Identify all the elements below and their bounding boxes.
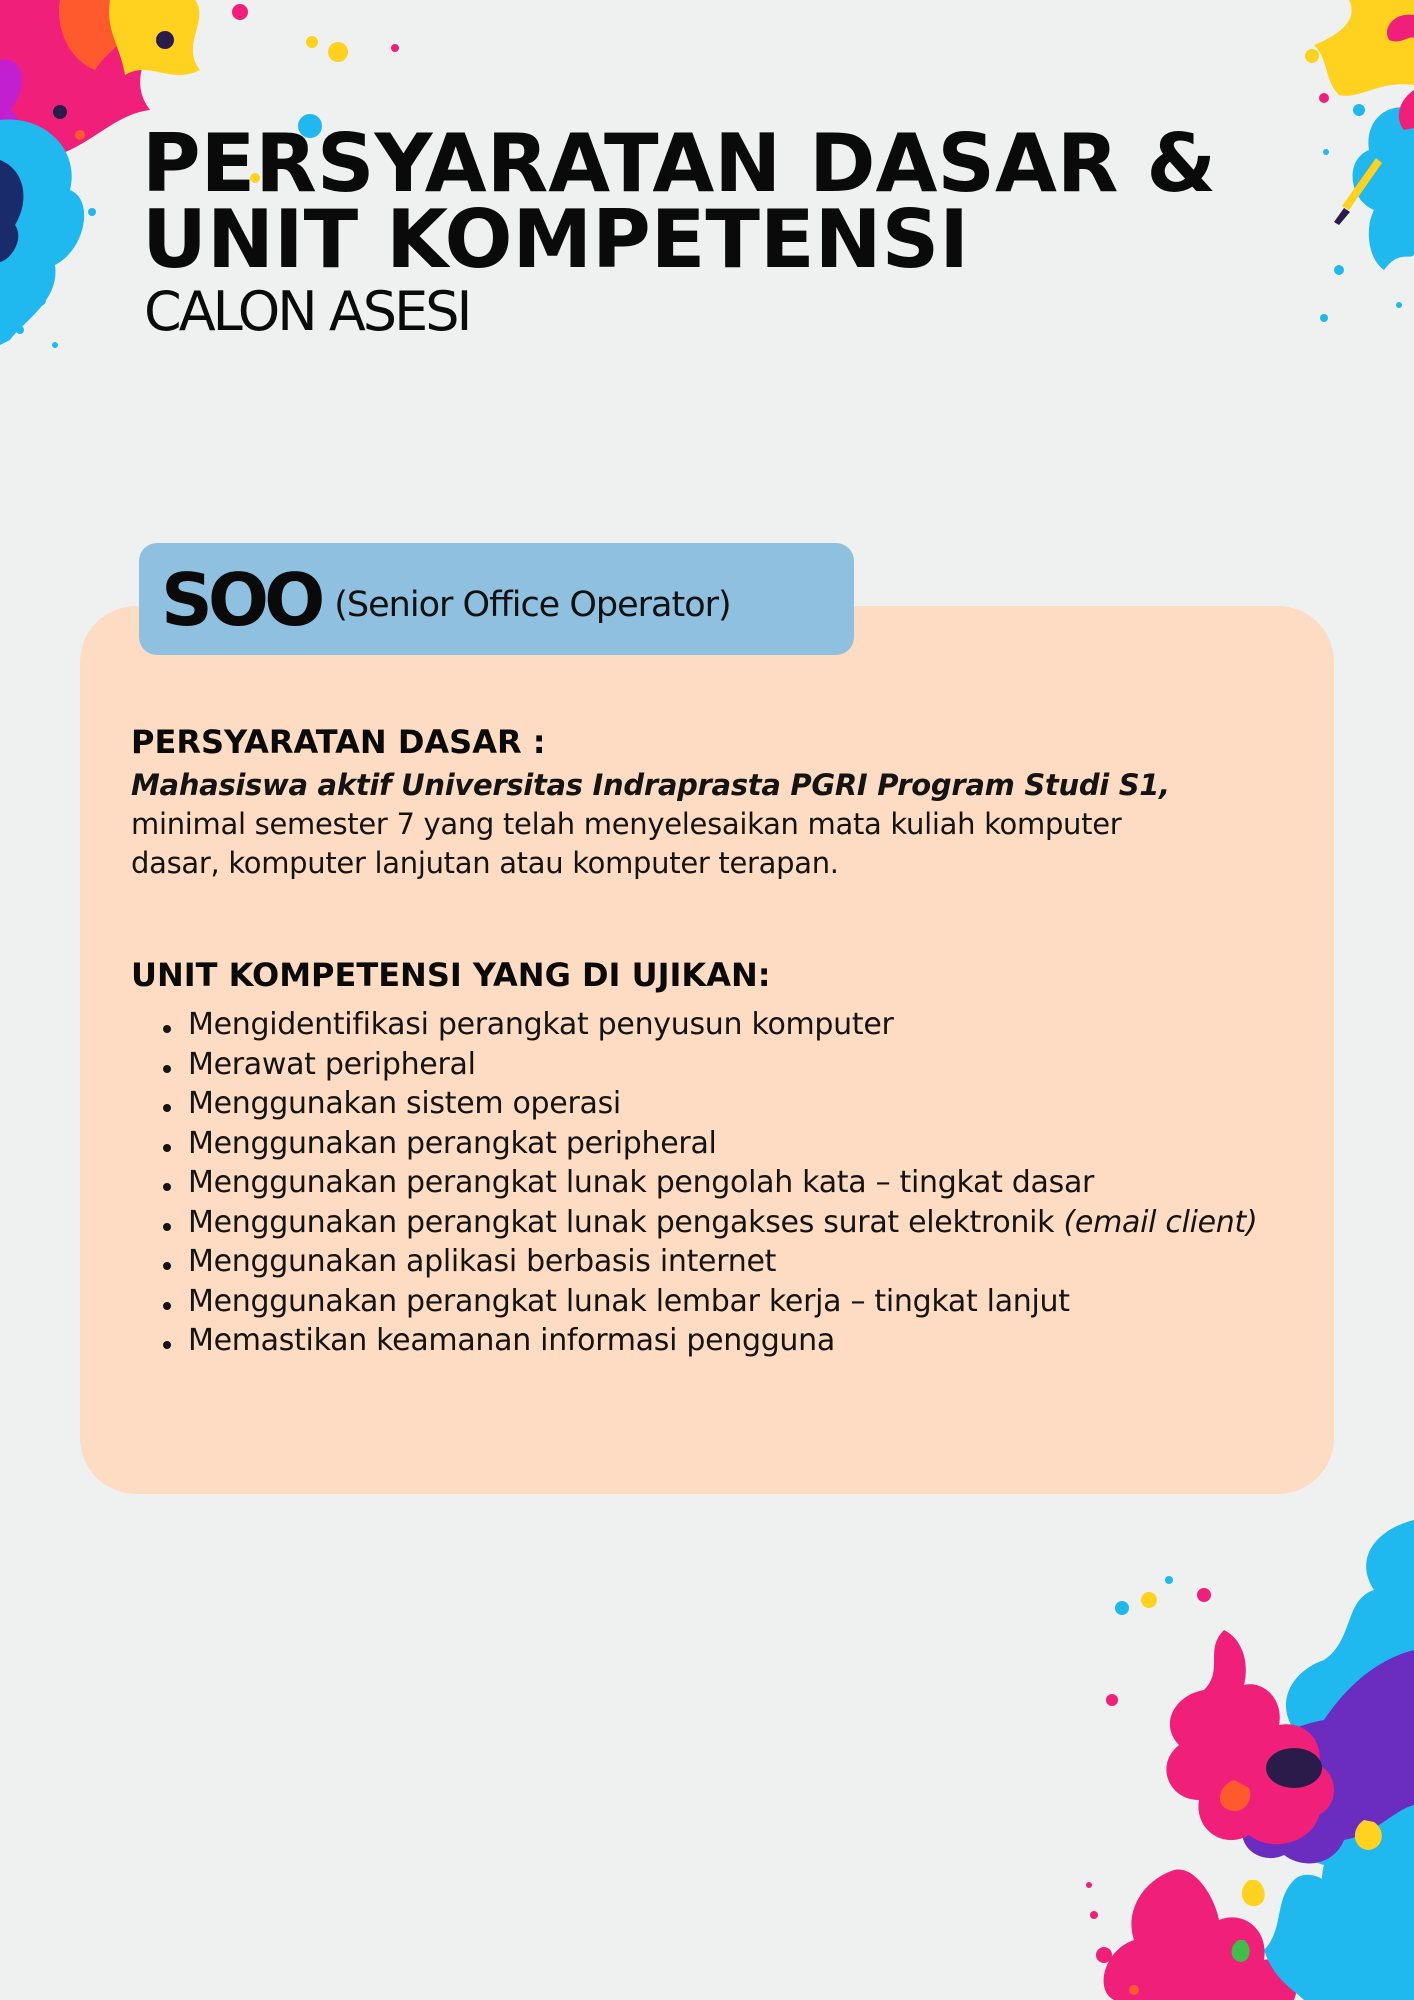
bullet-icon xyxy=(163,1302,171,1310)
list-item xyxy=(131,1321,1271,1361)
bullet-icon xyxy=(163,1223,171,1231)
unit-label: Menggunakan perangkat lunak pengolah kata – tingkat dasar xyxy=(188,1165,1095,1200)
bullet-icon xyxy=(163,1183,171,1191)
unit-label: Menggunakan perangkat peripheral xyxy=(188,1125,717,1161)
bullet-icon xyxy=(163,1341,171,1349)
bullet-icon xyxy=(163,1262,171,1270)
list-item xyxy=(131,1045,1271,1085)
page-subtitle: CALON ASESI xyxy=(144,280,470,343)
requirements-text xyxy=(131,766,1271,883)
paint-splash-top-right xyxy=(1304,0,1414,360)
bullet-icon xyxy=(163,1065,171,1073)
bullet-icon xyxy=(163,1025,171,1033)
unit-label: Menggunakan perangkat lunak pengakses surat elektronik xyxy=(188,1204,1055,1240)
units-heading: UNIT KOMPETENSI YANG DI UJIKAN: xyxy=(131,956,771,994)
bullet-icon xyxy=(163,1104,171,1112)
list-item xyxy=(131,1005,1271,1045)
list-item xyxy=(131,1163,1271,1203)
unit-label-italic: (email client) xyxy=(1063,1204,1258,1240)
scheme-tab xyxy=(139,543,854,655)
list-item xyxy=(131,1242,1271,1282)
unit-label: Menggunakan sistem operasi xyxy=(188,1086,621,1121)
paint-splash-bottom-right xyxy=(994,1520,1414,2000)
page-title xyxy=(142,117,1282,286)
list-item xyxy=(131,1282,1271,1322)
bullet-icon xyxy=(163,1144,171,1152)
scheme-full-name: (Senior Office Operator) xyxy=(334,585,731,625)
list-item xyxy=(131,1203,1271,1243)
page-header xyxy=(142,117,1282,343)
scheme-abbreviation: SOO xyxy=(161,558,321,642)
requirements-line-3: dasar, komputer lanjutan atau komputer terapan. xyxy=(131,846,839,880)
title-line-1: PERSYARATAN DASAR & xyxy=(142,117,1217,210)
units-list xyxy=(131,1005,1271,1361)
unit-label: Menggunakan perangkat lunak lembar kerja – tingkat lanjut xyxy=(188,1283,1070,1319)
card-content xyxy=(131,718,1271,1361)
list-item xyxy=(131,1084,1271,1124)
unit-label: Merawat peripheral xyxy=(188,1046,476,1082)
unit-label: Memastikan keamanan informasi pengguna xyxy=(188,1323,835,1358)
requirements-line-2: minimal semester 7 yang telah menyelesaikan mata kuliah komputer xyxy=(131,807,1122,841)
requirements-emphasis: Mahasiswa aktif Universitas Indraprasta PGRI Program Studi S1, xyxy=(131,768,1170,802)
unit-label: Mengidentifikasi perangkat penyusun komputer xyxy=(188,1007,894,1042)
title-line-2: UNIT KOMPETENSI xyxy=(142,193,969,286)
unit-label: Menggunakan aplikasi berbasis internet xyxy=(188,1244,777,1279)
requirements-heading: PERSYARATAN DASAR : xyxy=(131,723,546,761)
list-item xyxy=(131,1124,1271,1164)
